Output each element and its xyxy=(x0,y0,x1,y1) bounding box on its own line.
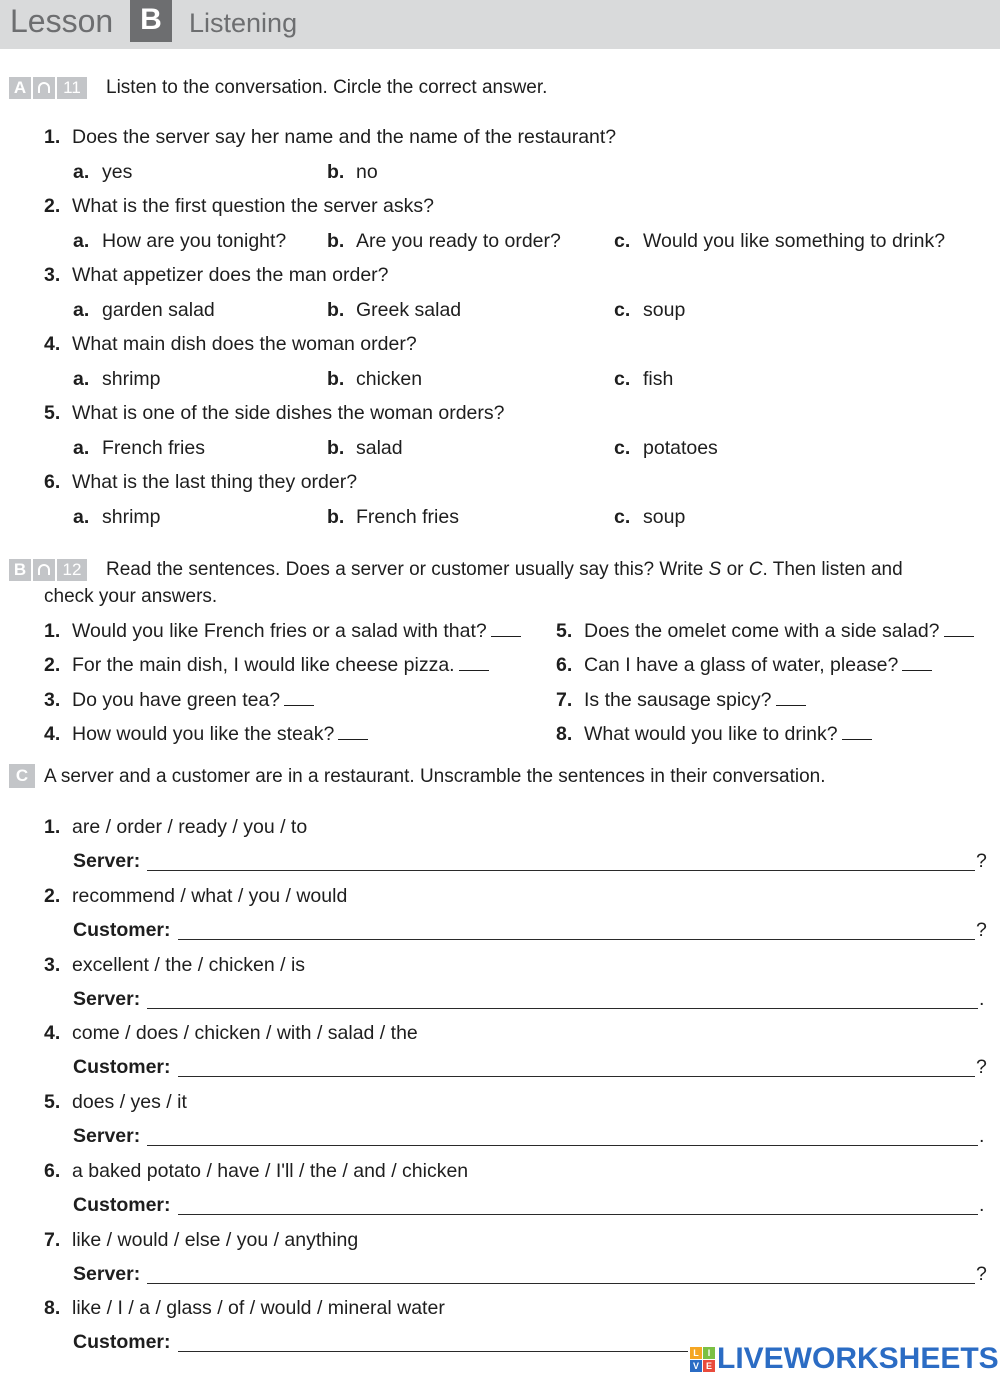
question-4: 4. What main dish does the woman order? xyxy=(44,333,417,355)
badge-letter: A xyxy=(9,77,31,99)
b-item-2: 2. For the main dish, I would like cheese pizza. xyxy=(44,654,489,677)
answer-line[interactable] xyxy=(178,939,975,940)
b-item-7: 7. Is the sausage spicy? xyxy=(556,689,806,712)
track-number: 11 xyxy=(57,77,87,99)
end-punctuation: ? xyxy=(976,1263,987,1285)
question-3: 3. What appetizer does the man order? xyxy=(44,264,389,286)
role-label: Customer: xyxy=(73,1056,171,1078)
option-4c[interactable]: c. fish xyxy=(614,368,674,390)
end-punctuation: ? xyxy=(976,1056,987,1078)
end-punctuation: ? xyxy=(976,850,987,872)
option-3a[interactable]: a. garden salad xyxy=(73,299,215,321)
logo-mark-icon: L I V E xyxy=(690,1347,715,1372)
answer-blank[interactable] xyxy=(944,622,974,637)
role-label: Customer: xyxy=(73,919,171,941)
b-item-5: 5. Does the omelet come with a side salad? xyxy=(556,620,974,643)
c-item-3-scrambled: 3. excellent / the / chicken / is xyxy=(44,954,306,976)
c-item-7-scrambled: 7. like / would / else / you / anything xyxy=(44,1229,359,1251)
role-label: Server: xyxy=(73,850,141,872)
answer-line[interactable] xyxy=(178,1351,688,1352)
option-6b[interactable]: b. French fries xyxy=(327,506,459,528)
b-item-6: 6. Can I have a glass of water, please? xyxy=(556,654,932,677)
question-1: 1. Does the server say her name and the name of the restaurant? xyxy=(44,126,617,148)
end-punctuation: . xyxy=(979,1194,985,1216)
answer-blank[interactable] xyxy=(902,656,932,671)
answer-line[interactable] xyxy=(147,1283,975,1284)
answer-blank[interactable] xyxy=(842,725,872,740)
option-5c[interactable]: c. potatoes xyxy=(614,437,718,459)
section-a-instruction: Listen to the conversation. Circle the correct answer. xyxy=(106,77,548,98)
question-2: 2. What is the first question the server asks? xyxy=(44,195,434,217)
section-a-badge xyxy=(9,77,87,99)
badge-letter: B xyxy=(9,559,31,581)
question-6: 6. What is the last thing they order? xyxy=(44,471,358,493)
role-label: Customer: xyxy=(73,1331,171,1353)
answer-blank[interactable] xyxy=(338,725,368,740)
lesson-letter-box: B xyxy=(130,0,172,42)
headphones-icon[interactable] xyxy=(33,77,55,99)
c-item-6-scrambled: 6. a baked potato / have / I'll / the / and / chicken xyxy=(44,1160,469,1182)
option-2a[interactable]: a. How are you tonight? xyxy=(73,230,287,252)
end-punctuation: ? xyxy=(976,919,987,941)
option-2c[interactable]: c. Would you like something to drink? xyxy=(614,230,946,252)
option-6a[interactable]: a. shrimp xyxy=(73,506,161,528)
c-item-5-scrambled: 5. does / yes / it xyxy=(44,1091,187,1113)
section-c-instruction: A server and a customer are in a restaurant. Unscramble the sentences in their conversation. xyxy=(44,766,826,787)
question-5: 5. What is one of the side dishes the woman orders? xyxy=(44,402,505,424)
role-label: Customer: xyxy=(73,1194,171,1216)
track-number: 12 xyxy=(57,559,87,581)
role-label: Server: xyxy=(73,1263,141,1285)
answer-blank[interactable] xyxy=(491,622,521,637)
option-6c[interactable]: c. soup xyxy=(614,506,686,528)
answer-blank[interactable] xyxy=(776,691,806,706)
answer-line[interactable] xyxy=(178,1214,978,1215)
lesson-header xyxy=(0,0,1000,49)
option-4b[interactable]: b. chicken xyxy=(327,368,423,390)
end-punctuation: . xyxy=(979,988,985,1010)
option-1a[interactable]: a. yes xyxy=(73,161,133,183)
option-5a[interactable]: a. French fries xyxy=(73,437,205,459)
role-label: Server: xyxy=(73,988,141,1010)
section-b-instruction: Read the sentences. Does a server or customer usually say this? Write S or C. Then listen and xyxy=(106,559,903,580)
answer-line[interactable] xyxy=(147,1008,978,1009)
answer-line[interactable] xyxy=(147,1145,978,1146)
option-2b[interactable]: b. Are you ready to order? xyxy=(327,230,561,252)
logo-text: LIVEWORKSHEETS xyxy=(717,1342,999,1375)
option-4a[interactable]: a. shrimp xyxy=(73,368,161,390)
lesson-label: Lesson xyxy=(10,3,114,39)
headphones-icon[interactable] xyxy=(33,559,55,581)
b-item-3: 3. Do you have green tea? xyxy=(44,689,314,712)
section-c-badge: C xyxy=(9,764,35,788)
section-b-instruction-line2: check your answers. xyxy=(44,586,218,607)
c-item-4-scrambled: 4. come / does / chicken / with / salad / the xyxy=(44,1022,418,1044)
c-item-1-scrambled: 1. are / order / ready / you / to xyxy=(44,816,308,838)
c-item-2-scrambled: 2. recommend / what / you / would xyxy=(44,885,348,907)
option-3c[interactable]: c. soup xyxy=(614,299,686,321)
option-1b[interactable]: b. no xyxy=(327,161,378,183)
option-3b[interactable]: b. Greek salad xyxy=(327,299,462,321)
section-title: Listening xyxy=(189,8,298,38)
role-label: Server: xyxy=(73,1125,141,1147)
c-item-8-scrambled: 8. like / I / a / glass / of / would / mineral water xyxy=(44,1297,445,1319)
answer-blank[interactable] xyxy=(284,691,314,706)
end-punctuation: . xyxy=(979,1125,985,1147)
b-item-8: 8. What would you like to drink? xyxy=(556,723,872,746)
answer-line[interactable] xyxy=(178,1076,975,1077)
liveworksheets-logo[interactable] xyxy=(690,1343,999,1375)
answer-blank[interactable] xyxy=(459,656,489,671)
section-b-badge xyxy=(9,559,87,581)
b-item-4: 4. How would you like the steak? xyxy=(44,723,368,746)
answer-line[interactable] xyxy=(147,870,975,871)
option-5b[interactable]: b. salad xyxy=(327,437,403,459)
b-item-1: 1. Would you like French fries or a salad with that? xyxy=(44,620,521,643)
